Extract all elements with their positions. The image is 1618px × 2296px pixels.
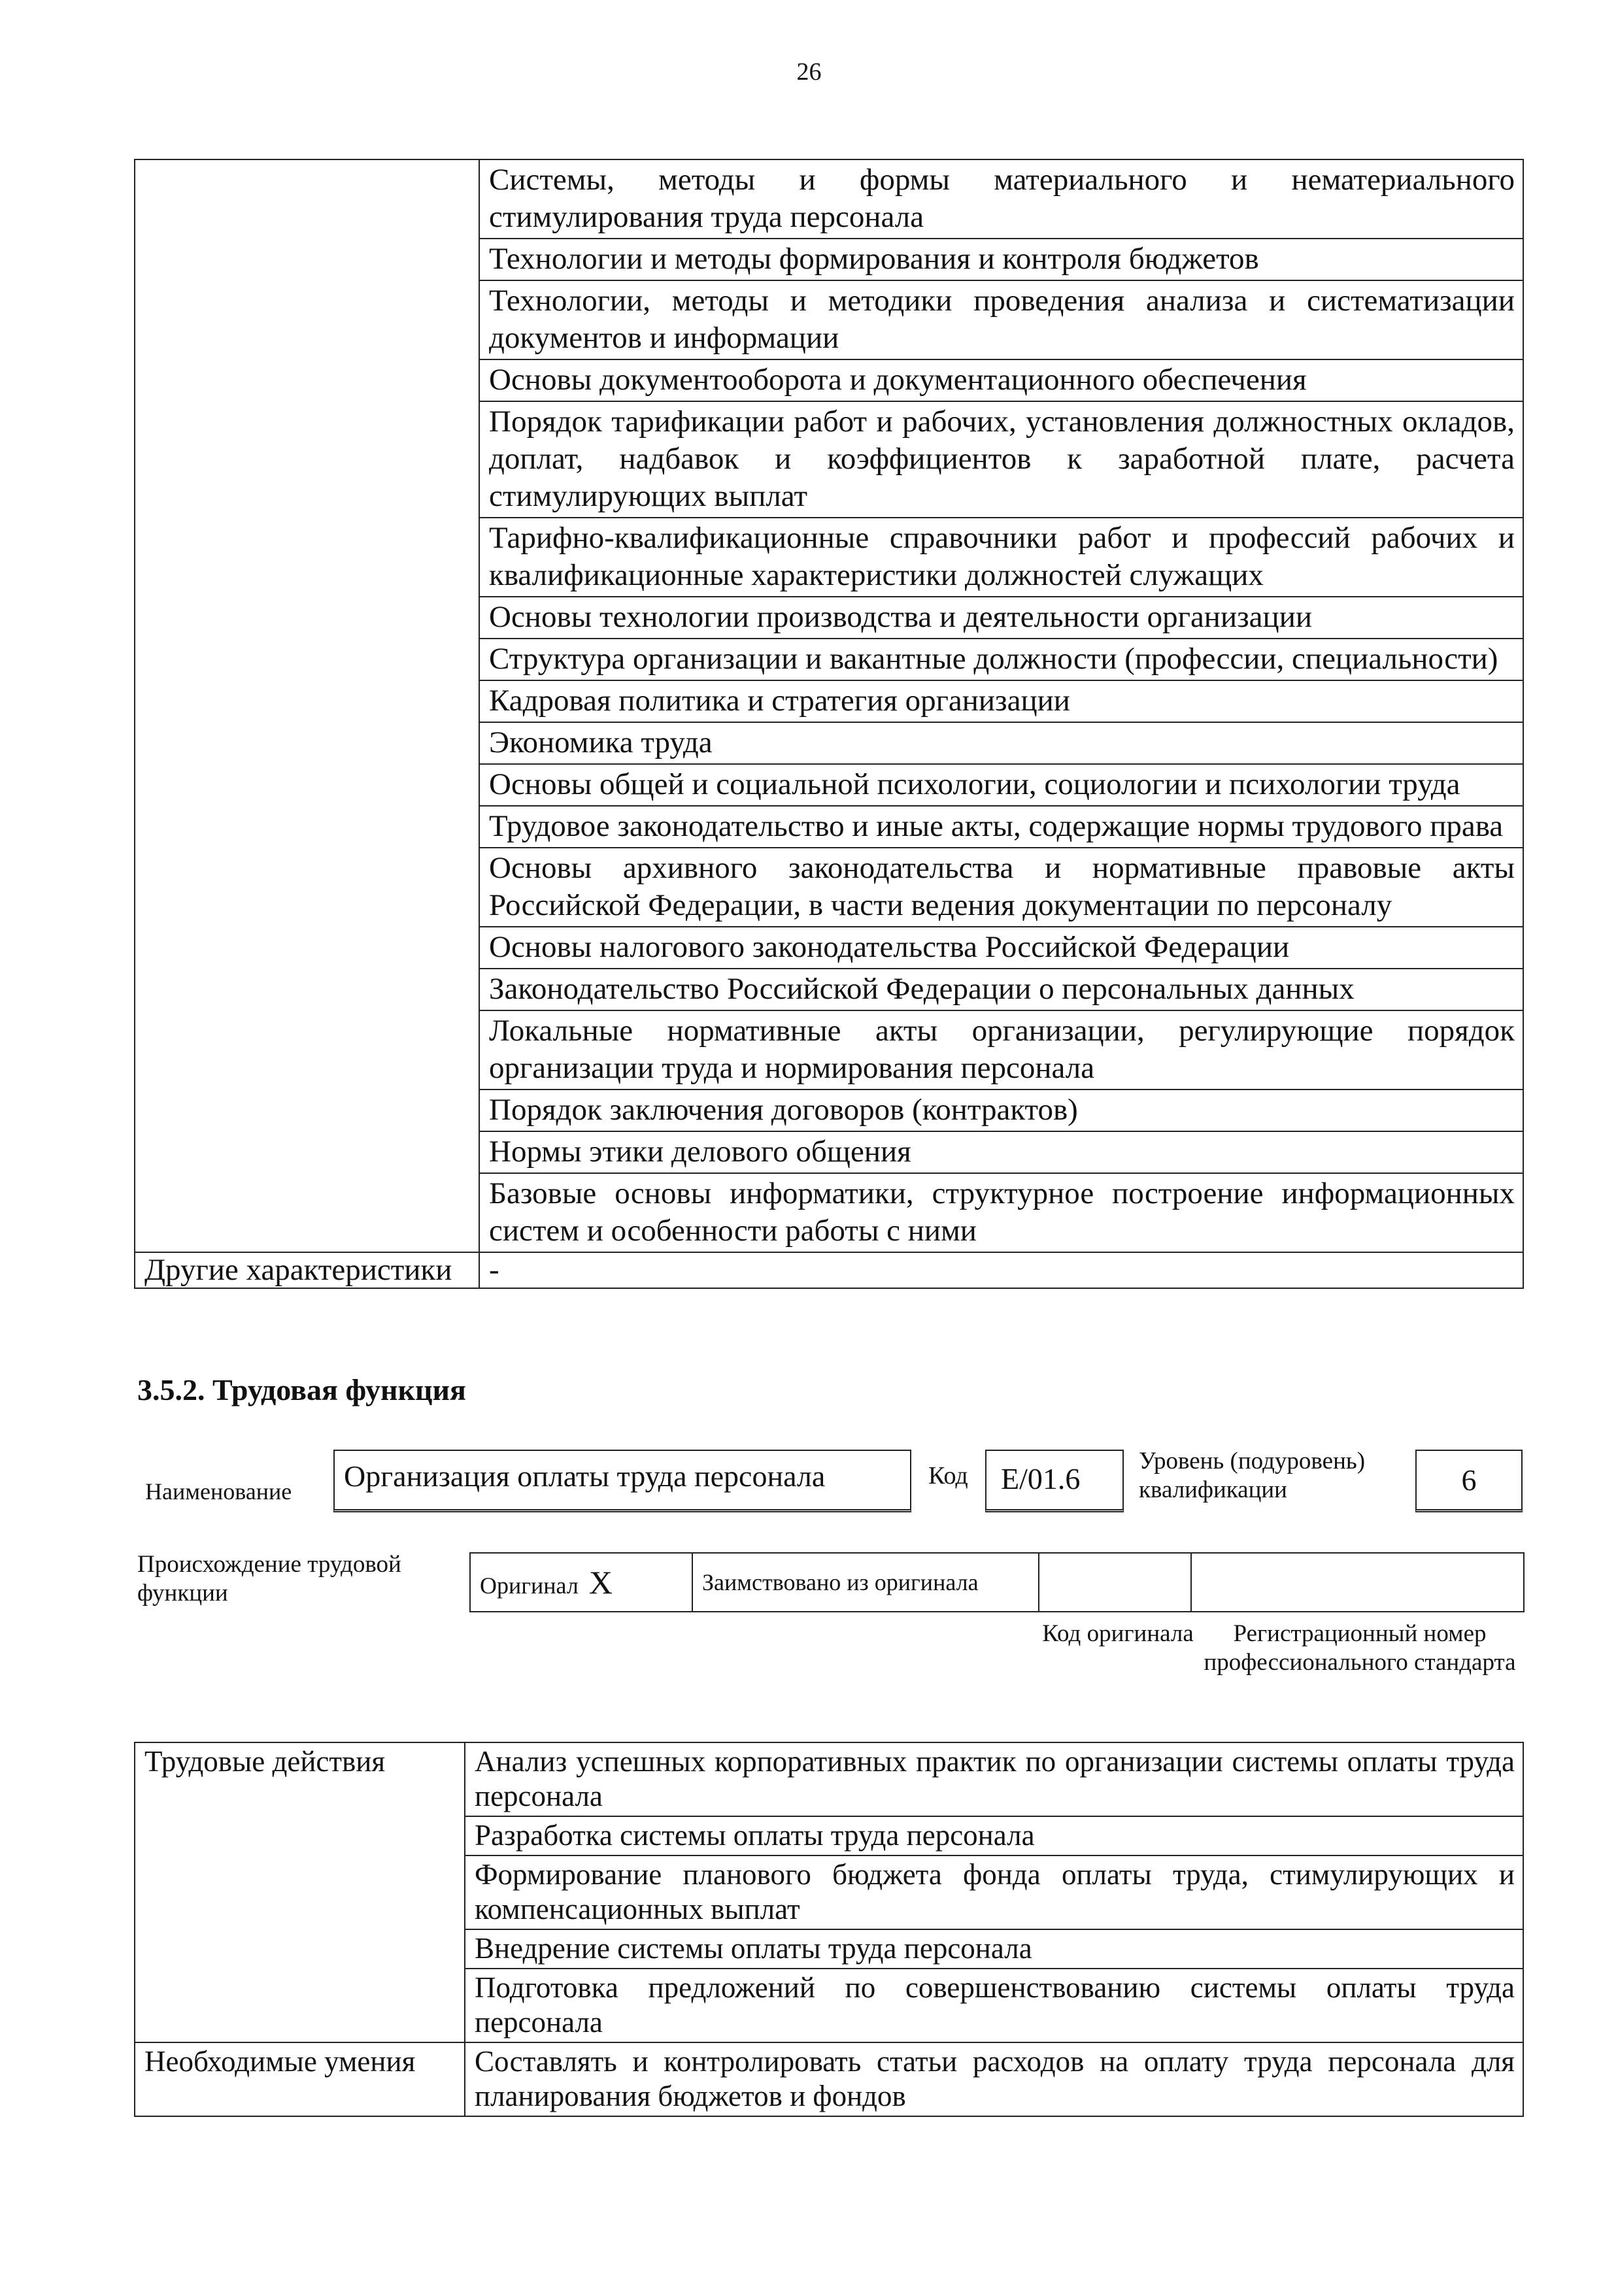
knowledge-item: Технологии, методы и методики проведения анализа и систематизации документов и информации <box>479 280 1523 359</box>
knowledge-item: Основы архивного законодательства и нормативные правовые акты Российской Федерации, в части ведения документации по персоналу <box>479 848 1523 927</box>
knowledge-item: Локальные нормативные акты организации, регулирующие порядок организации труда и нормирования персонала <box>479 1010 1523 1090</box>
page-number: 26 <box>796 58 822 86</box>
knowledge-item: Нормы этики делового общения <box>479 1131 1523 1173</box>
labour-action: Формирование планового бюджета фонда оплаты труда, стимулирующих и компенсационных выплат <box>465 1855 1523 1929</box>
table-row <box>135 1252 1523 1288</box>
other-characteristics-value: - <box>479 1252 1523 1288</box>
qualification-level-box: 6 <box>1415 1450 1523 1512</box>
code-original-caption: Код оригинала <box>1042 1620 1194 1647</box>
origin-label: Происхождение трудовой функции <box>137 1551 401 1606</box>
other-characteristics-label: Другие характеристики <box>135 1252 479 1288</box>
knowledge-item: Порядок заключения договоров (контрактов) <box>479 1090 1523 1131</box>
original-mark: X <box>588 1564 613 1601</box>
origin-row <box>469 1552 1525 1612</box>
labour-actions-label: Трудовые действия <box>135 1742 465 2042</box>
section-heading: 3.5.2. Трудовая функция <box>137 1373 466 1406</box>
knowledge-item: Системы, методы и формы материального и нематериального стимулирования труда персонала <box>479 159 1523 239</box>
function-table <box>134 1742 1524 2117</box>
qualification-level-label: Уровень (подуровень) квалификации <box>1139 1448 1366 1503</box>
table-row <box>135 1742 1523 1816</box>
knowledge-item: Структура организации и вакантные должности (профессии, специальности) <box>479 639 1523 680</box>
knowledge-item: Законодательство Российской Федерации о персональных данных <box>479 969 1523 1010</box>
knowledge-label-cell <box>135 159 479 1252</box>
original-code-cell <box>1039 1553 1191 1612</box>
knowledge-table <box>134 159 1524 1289</box>
labour-action: Анализ успешных корпоративных практик по организации системы оплаты труда персонала <box>465 1742 1523 1816</box>
knowledge-item: Тарифно-квалификационные справочники работ и профессий рабочих и квалификационные характеристики должностей служащих <box>479 518 1523 597</box>
borrowed-cell: Заимствовано из оригинала <box>692 1553 1039 1612</box>
name-label: Наименование <box>145 1478 292 1505</box>
required-skill: Составлять и контролировать статьи расходов на оплату труда персонала для планирования бюджетов и фондов <box>465 2042 1523 2116</box>
table-row <box>135 159 1523 239</box>
knowledge-item: Базовые основы информатики, структурное построение информационных систем и особенности работы с ними <box>479 1173 1523 1252</box>
function-code-box: Е/01.6 <box>985 1450 1124 1512</box>
function-name-box: Организация оплаты труда персонала <box>333 1450 911 1512</box>
reg-number-cell <box>1191 1553 1524 1612</box>
knowledge-item: Порядок тарификации работ и рабочих, установления должностных окладов, доплат, надбавок и коэффициентов к заработной плате, расчета стимулирующих выплат <box>479 401 1523 518</box>
knowledge-item: Трудовое законодательство и иные акты, содержащие нормы трудового права <box>479 806 1523 848</box>
knowledge-item: Кадровая политика и стратегия организации <box>479 680 1523 722</box>
knowledge-item: Основы документооборота и документационного обеспечения <box>479 359 1523 401</box>
required-skills-label: Необходимые умения <box>135 2042 465 2116</box>
original-label: Оригинал <box>480 1572 579 1599</box>
knowledge-item: Экономика труда <box>479 722 1523 764</box>
original-cell <box>470 1553 692 1612</box>
knowledge-item: Основы налогового законодательства Российской Федерации <box>479 927 1523 969</box>
reg-number-caption: Регистрационный номер профессионального стандарта <box>1204 1620 1516 1676</box>
labour-action: Внедрение системы оплаты труда персонала <box>465 1929 1523 1969</box>
labour-action: Подготовка предложений по совершенствованию системы оплаты труда персонала <box>465 1969 1523 2042</box>
code-label: Код <box>928 1462 968 1489</box>
knowledge-item: Основы технологии производства и деятельности организации <box>479 597 1523 639</box>
labour-action: Разработка системы оплаты труда персонала <box>465 1816 1523 1855</box>
knowledge-item: Основы общей и социальной психологии, социологии и психологии труда <box>479 764 1523 806</box>
table-row <box>135 2042 1523 2116</box>
knowledge-item: Технологии и методы формирования и контроля бюджетов <box>479 239 1523 280</box>
